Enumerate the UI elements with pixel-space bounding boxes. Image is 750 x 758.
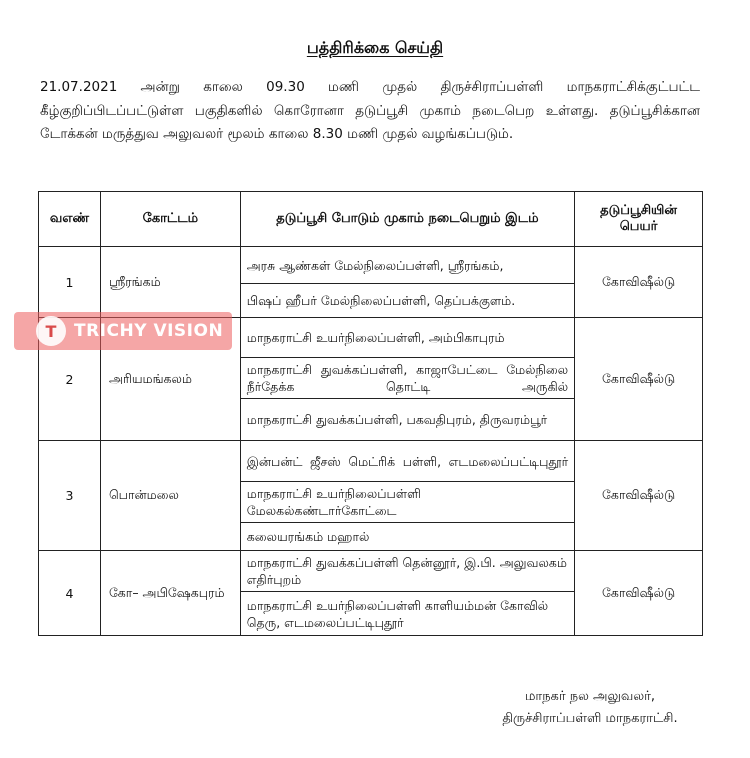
header-serial: வஎண்	[39, 192, 101, 247]
place-cell: மாநகராட்சி உயர்நிலைப்பள்ளி, அம்பிகாபுரம்	[240, 318, 574, 358]
vaccination-camp-table	[38, 191, 703, 636]
zone-cell: கோ– அபிஷேகபுரம்	[100, 551, 240, 636]
serial-cell: 2	[39, 318, 101, 441]
signature-organization: திருச்சிராப்பள்ளி மாநகராட்சி.	[502, 711, 678, 726]
place-cell: மாநகராட்சி துவக்கப்பள்ளி, காஜாபேட்டை மேல்நிலை நீர்தேக்க தொட்டி அருகில்	[240, 358, 574, 399]
vaccine-cell: கோவிஷீல்டு	[575, 318, 703, 441]
announcement-paragraph: 21.07.2021 அன்று காலை 09.30 மணி முதல் திருச்சிராப்பள்ளி மாநகராட்சிக்குட்பட்ட கீழ்குறிப்பிடப்பட்டுள்ள பகுதிகளில் கொரோனா தடுப்பூசி முகாம் நடைபெற உள்ளது. தடுப்பூசிக்கான டோக்கன் மருத்துவ அலுவலர் மூலம் காலை 8.30 மணி முதல் வழங்கப்படும்.	[40, 79, 700, 142]
table-row	[39, 247, 703, 284]
table-header-row	[39, 192, 703, 247]
place-cell: அரசு ஆண்கள் மேல்நிலைப்பள்ளி, ஸ்ரீரங்கம்,	[240, 247, 574, 284]
table-row	[39, 441, 703, 482]
vaccine-cell: கோவிஷீல்டு	[575, 247, 703, 318]
serial-cell: 4	[39, 551, 101, 636]
title-text: பத்திரிக்கை செய்தி	[306, 38, 444, 57]
vaccine-cell: கோவிஷீல்டு	[575, 441, 703, 551]
vaccine-cell: கோவிஷீல்டு	[575, 551, 703, 636]
trichy-vision-logo-icon: T	[36, 316, 66, 346]
place-cell: மாநகராட்சி உயர்நிலைப்பள்ளி காளியம்மன் கோவில் தெரு, எடமலைப்பட்டிபுதூர்	[240, 592, 574, 636]
signature-designation: மாநகர் நல அலுவலர்,	[524, 689, 656, 704]
signature-block	[475, 686, 705, 730]
table-row	[39, 551, 703, 592]
zone-cell: ஸ்ரீரங்கம்	[100, 247, 240, 318]
place-cell: மாநகராட்சி உயர்நிலைப்பள்ளி மேலகல்கண்டார்கோட்டை	[240, 482, 574, 523]
serial-cell: 1	[39, 247, 101, 318]
zone-cell: பொன்மலை	[100, 441, 240, 551]
press-release-title	[0, 38, 750, 59]
header-zone: கோட்டம்	[100, 192, 240, 247]
place-cell: கலையரங்கம் மஹால்	[240, 523, 574, 551]
place-cell: மாநகராட்சி துவக்கப்பள்ளி, பகவதிபுரம், திருவரம்பூர்	[240, 399, 574, 441]
trichy-vision-watermark	[14, 312, 232, 350]
place-cell: பிஷப் ஹீபர் மேல்நிலைப்பள்ளி, தெப்பக்குளம்.	[240, 284, 574, 318]
serial-cell: 3	[39, 441, 101, 551]
place-cell: மாநகராட்சி துவக்கப்பள்ளி தென்னூர், இ.பி. அலுவலகம் எதிர்புறம்	[240, 551, 574, 592]
zone-cell: அரியமங்கலம்	[100, 318, 240, 441]
header-place: தடுப்பூசி போடும் முகாம் நடைபெறும் இடம்	[240, 192, 574, 247]
place-cell: இன்பன்ட் ஜீசஸ் மெட்ரிக் பள்ளி, எடமலைப்பட்டிபுதூர்	[240, 441, 574, 482]
header-vaccine: தடுப்பூசியின் பெயர்	[575, 192, 703, 247]
watermark-text: TRICHY VISION	[74, 321, 224, 341]
